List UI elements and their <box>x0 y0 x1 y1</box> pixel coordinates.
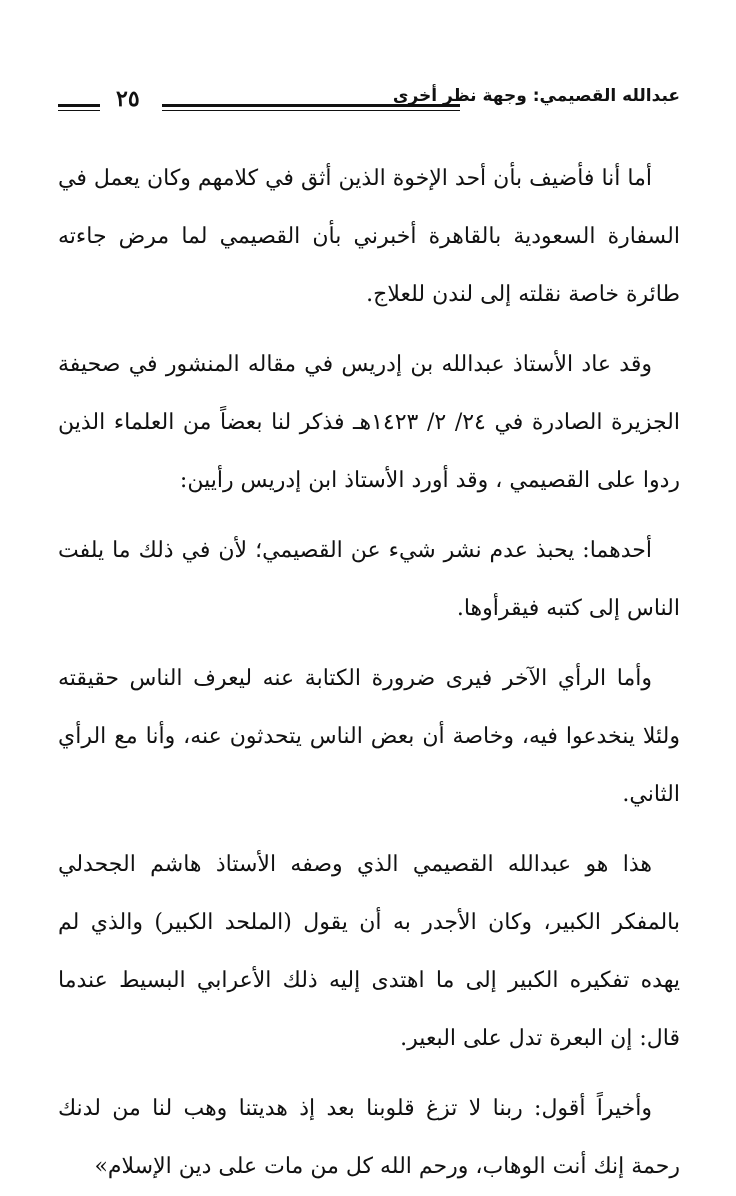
paragraph: وقد عاد الأستاذ عبدالله بن إدريس في مقاله المنشور في صحيفة الجزيرة الصادرة في ٢٤/ ٢/ ١٤٢٣هـ فذكر لنا بعضاً من العلماء الذين ردوا على القصيمي ، وقد أورد الأستاذ ابن إدريس رأيين: <box>58 352 681 493</box>
page-header <box>58 84 680 124</box>
paragraph: أما أنا فأضيف بأن أحد الإخوة الذين أثق في كلامهم وكان يعمل في السفارة السعودية بالقاهرة أخبرني بأن القصيمي لما مرض جاءته طائرة خاصة نقلته إلى لندن للعلاج. <box>58 166 680 307</box>
running-title: عبدالله القصيمي: وجهة نظر أخرى <box>392 86 680 106</box>
paragraph: هذا هو عبدالله القصيمي الذي وصفه الأستاذ هاشم الجحدلي بالمفكر الكبير، وكان الأجدر به أن يقول (الملحد الكبير) والذي لم يهده تفكيره الكبير إلى ما اهتدى إليه ذلك الأعرابي البسيط عندما قال: إن البعرة تدل على البعير. <box>58 852 680 1051</box>
paragraph: أحدهما: يحبذ عدم نشر شيء عن القصيمي؛ لأن في ذلك ما يلفت الناس إلى كتبه فيقرأوها. <box>58 538 680 621</box>
paragraph: وأخيراً أقول: ربنا لا تزغ قلوبنا بعد إذ هديتنا وهب لنا من لدنك رحمة إنك أنت الوهاب، ورحم الله كل من مات على دين الإسلام» <box>58 1096 680 1179</box>
page-number-rule-thin <box>58 110 100 111</box>
page-number-rule-thick <box>58 104 100 107</box>
page-body <box>58 150 680 1196</box>
header-rule-thin <box>162 110 460 111</box>
paragraph: وأما الرأي الآخر فيرى ضرورة الكتابة عنه ليعرف الناس حقيقته ولئلا ينخدعوا فيه، وخاصة أن بعض الناس يتحدثون عنه، وأنا مع الرأي الثاني. <box>58 666 680 807</box>
page-number: ٢٥ <box>116 86 140 112</box>
header-rule-thick <box>162 104 460 107</box>
